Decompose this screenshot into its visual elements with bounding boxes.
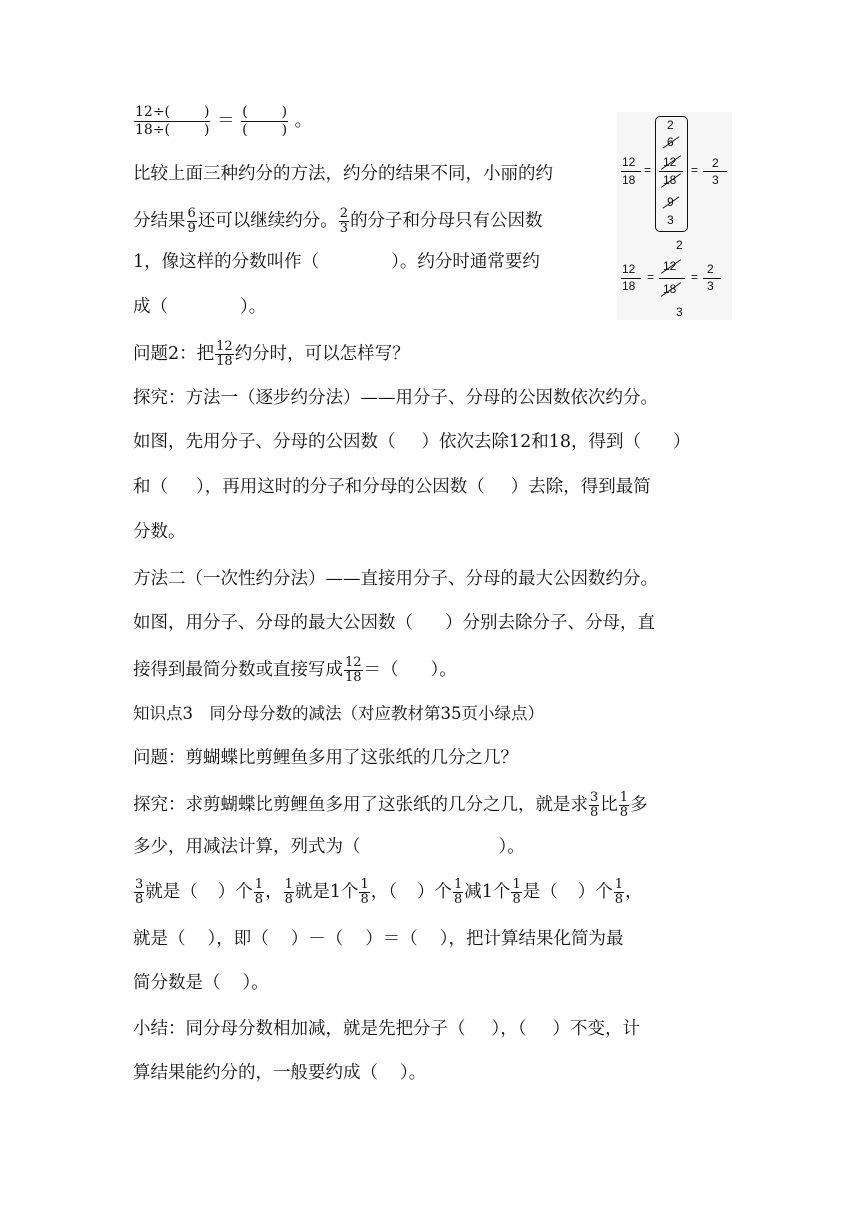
- paragraph-line: [133, 971, 269, 995]
- numerator-prefix: 12÷(: [135, 104, 171, 120]
- paragraph-line: [133, 250, 540, 274]
- figure-denominator: 18: [622, 173, 636, 187]
- numerator: 2: [339, 206, 349, 221]
- fraction: [344, 656, 363, 685]
- paren-close: ): [204, 104, 210, 120]
- division-expression: [133, 104, 312, 139]
- fraction-division: [134, 104, 210, 139]
- denominator: 8: [360, 892, 369, 907]
- text: 探究：求剪蝴蝶比剪鲤鱼多用了这张纸的几分之几，就是求: [133, 795, 588, 815]
- text: 如图，用分子、分母的最大公因数（: [133, 613, 413, 633]
- denominator: 9: [187, 221, 196, 236]
- text: 多少，用减法计算，列式为（: [133, 837, 361, 857]
- text: ）。: [400, 1063, 427, 1083]
- text: ）。: [242, 973, 269, 993]
- numerator: 1: [360, 877, 369, 892]
- text: 如图，先用分子、分母的公因数（: [133, 432, 396, 452]
- figure-numerator: 12: [622, 262, 636, 276]
- text: 减1个: [464, 882, 511, 902]
- fraction: [589, 791, 599, 820]
- paragraph-line: [133, 927, 624, 951]
- paragraph-line: [133, 791, 648, 820]
- stepwise-reduction-figure: [617, 112, 732, 237]
- paragraph-line: 比较上面三种约分的方法，约分的结果不同，小丽的约: [133, 164, 553, 184]
- text: 就是1个: [294, 882, 359, 902]
- numerator: 12: [216, 339, 233, 354]
- question-line: 问题：剪蝴蝶比剪鲤鱼多用了这张纸的几分之几？: [133, 748, 518, 768]
- text: ）－（: [290, 929, 344, 949]
- text: 接得到最简分数或直接写成: [133, 660, 343, 680]
- numerator: 1: [614, 877, 623, 892]
- fraction: [359, 878, 369, 907]
- text: ）。: [498, 837, 525, 857]
- text: ），（: [491, 1019, 527, 1039]
- text: 多: [630, 795, 648, 815]
- fraction-bar: [621, 171, 641, 172]
- text: 比: [600, 795, 618, 815]
- paren-close: ): [281, 122, 288, 138]
- step-value: 18: [663, 173, 677, 187]
- text: 的分子和分母只有公因数: [350, 211, 543, 231]
- text: ＝（: [363, 660, 399, 680]
- paragraph-line: [133, 295, 266, 319]
- numerator: 1: [619, 790, 629, 805]
- text: ，: [265, 882, 283, 902]
- result-denominator: 3: [712, 173, 719, 187]
- paren-close: ): [281, 104, 288, 120]
- numerator: 6: [187, 206, 196, 221]
- text: ，: [625, 882, 643, 902]
- paragraph-line: 分数。: [133, 522, 186, 542]
- denominator: 8: [590, 805, 599, 820]
- equals-sign: =: [644, 163, 652, 177]
- text: ），再用这时的分子和分母的公因数（: [196, 477, 485, 497]
- text: 约分时，可以怎样写？: [234, 344, 410, 364]
- step-value: 9: [667, 195, 674, 209]
- fraction-bar: [659, 278, 685, 279]
- text: ），即（: [207, 929, 269, 949]
- step-value: 3: [667, 213, 674, 227]
- text: ）。约分时通常要约: [391, 252, 540, 272]
- fraction-result: [241, 104, 288, 139]
- text: 小结：同分母分数相加减，就是先把分子（: [133, 1019, 466, 1039]
- text: 1，像这样的分数叫作（: [133, 252, 320, 272]
- paragraph-line: 探究：方法一（逐步约分法）——用分子、分母的公因数依次约分。: [133, 388, 658, 408]
- one-step-reduction-figure: [617, 237, 732, 320]
- text: ），把计算结果化简为最: [439, 929, 624, 949]
- denominator: 8: [135, 892, 144, 907]
- equals-sign: =: [647, 270, 655, 284]
- denominator: 8: [284, 892, 293, 907]
- result-denominator: 3: [707, 279, 714, 293]
- equals-sign: ＝: [217, 111, 235, 131]
- text: 分结果: [133, 211, 186, 231]
- fraction: [619, 791, 629, 820]
- text: ）个: [577, 882, 613, 902]
- text: 成（: [133, 297, 168, 317]
- paragraph-line: [133, 475, 651, 499]
- paragraph-line: [133, 207, 543, 236]
- fraction: [134, 878, 144, 907]
- paren-open: (: [242, 104, 248, 120]
- fraction-bar: [659, 171, 683, 172]
- fraction: [453, 878, 463, 907]
- section-heading: 知识点3 同分母分数的减法（对应教材第35页小绿点）: [133, 704, 544, 723]
- paragraph-line: [133, 1061, 426, 1085]
- fraction-bar: [703, 171, 727, 172]
- fraction: [254, 878, 264, 907]
- text: 算结果能约分的，一般要约成（: [133, 1063, 378, 1083]
- numerator: 1: [512, 877, 521, 892]
- denominator: 8: [619, 805, 629, 820]
- numerator: 1: [454, 877, 463, 892]
- text: ）个: [217, 882, 253, 902]
- denominator-prefix: 18÷(: [135, 122, 171, 138]
- step-value: 18: [663, 282, 677, 296]
- figure-denominator: 18: [622, 279, 636, 293]
- denominator: 3: [339, 221, 349, 236]
- text: 就是（: [145, 882, 198, 902]
- numerator: 1: [284, 877, 293, 892]
- text: ）去除，得到最简: [510, 477, 651, 497]
- result-numerator: 2: [712, 156, 719, 170]
- text: 就是（: [133, 929, 186, 949]
- step-value: 2: [676, 238, 683, 252]
- text: 是（: [522, 882, 558, 902]
- fraction: [339, 207, 349, 236]
- paragraph-line: [133, 835, 525, 859]
- equals-sign: =: [691, 163, 699, 177]
- step-value: 2: [667, 118, 674, 132]
- numerator: 3: [590, 790, 599, 805]
- paragraph-line: [133, 878, 643, 907]
- summary-line: [133, 1017, 640, 1041]
- figure-numerator: 12: [622, 155, 636, 169]
- text: ）分别去除分子、分母，直: [445, 613, 655, 633]
- paragraph-line: 方法二（一次性约分法）——直接用分子、分母的最大公因数约分。: [133, 569, 658, 589]
- step-value: 6: [667, 135, 674, 149]
- fraction: [614, 878, 624, 907]
- result-numerator: 2: [707, 262, 714, 276]
- denominator: 8: [614, 892, 623, 907]
- text: 问题2：把: [133, 344, 215, 364]
- paragraph-line: [133, 656, 457, 685]
- step-value: 12: [663, 259, 677, 273]
- fraction: [284, 878, 294, 907]
- paren-close: ): [204, 122, 210, 138]
- paragraph-line: [133, 430, 691, 454]
- step-value: 3: [676, 305, 683, 319]
- period: 。: [294, 111, 313, 131]
- numerator: 3: [135, 877, 144, 892]
- text: ）依次去除12和18，得到（: [421, 432, 642, 452]
- fraction: [187, 207, 197, 236]
- text: 和（: [133, 477, 168, 497]
- text: ）不变，计: [552, 1019, 640, 1039]
- text: ）个: [417, 882, 453, 902]
- step-value: 12: [663, 155, 677, 169]
- text: 简分数是（: [133, 973, 221, 993]
- numerator: 12: [345, 655, 362, 670]
- paren-open: (: [242, 122, 248, 138]
- denominator: 18: [345, 670, 362, 685]
- denominator: 8: [254, 892, 264, 907]
- denominator: 18: [216, 354, 233, 369]
- text: ）。: [240, 297, 267, 317]
- text: ）＝（: [365, 929, 418, 949]
- fraction: [511, 878, 521, 907]
- numerator: 1: [254, 877, 264, 892]
- question-line: [133, 340, 410, 369]
- denominator: 8: [512, 892, 521, 907]
- fraction: [215, 340, 234, 369]
- text: 还可以继续约分。: [197, 211, 338, 231]
- denominator: 8: [454, 892, 463, 907]
- equals-sign: =: [691, 270, 699, 284]
- text: ）: [673, 432, 691, 452]
- text: ，（: [370, 882, 398, 902]
- paragraph-line: [133, 611, 655, 635]
- text: ）。: [430, 660, 457, 680]
